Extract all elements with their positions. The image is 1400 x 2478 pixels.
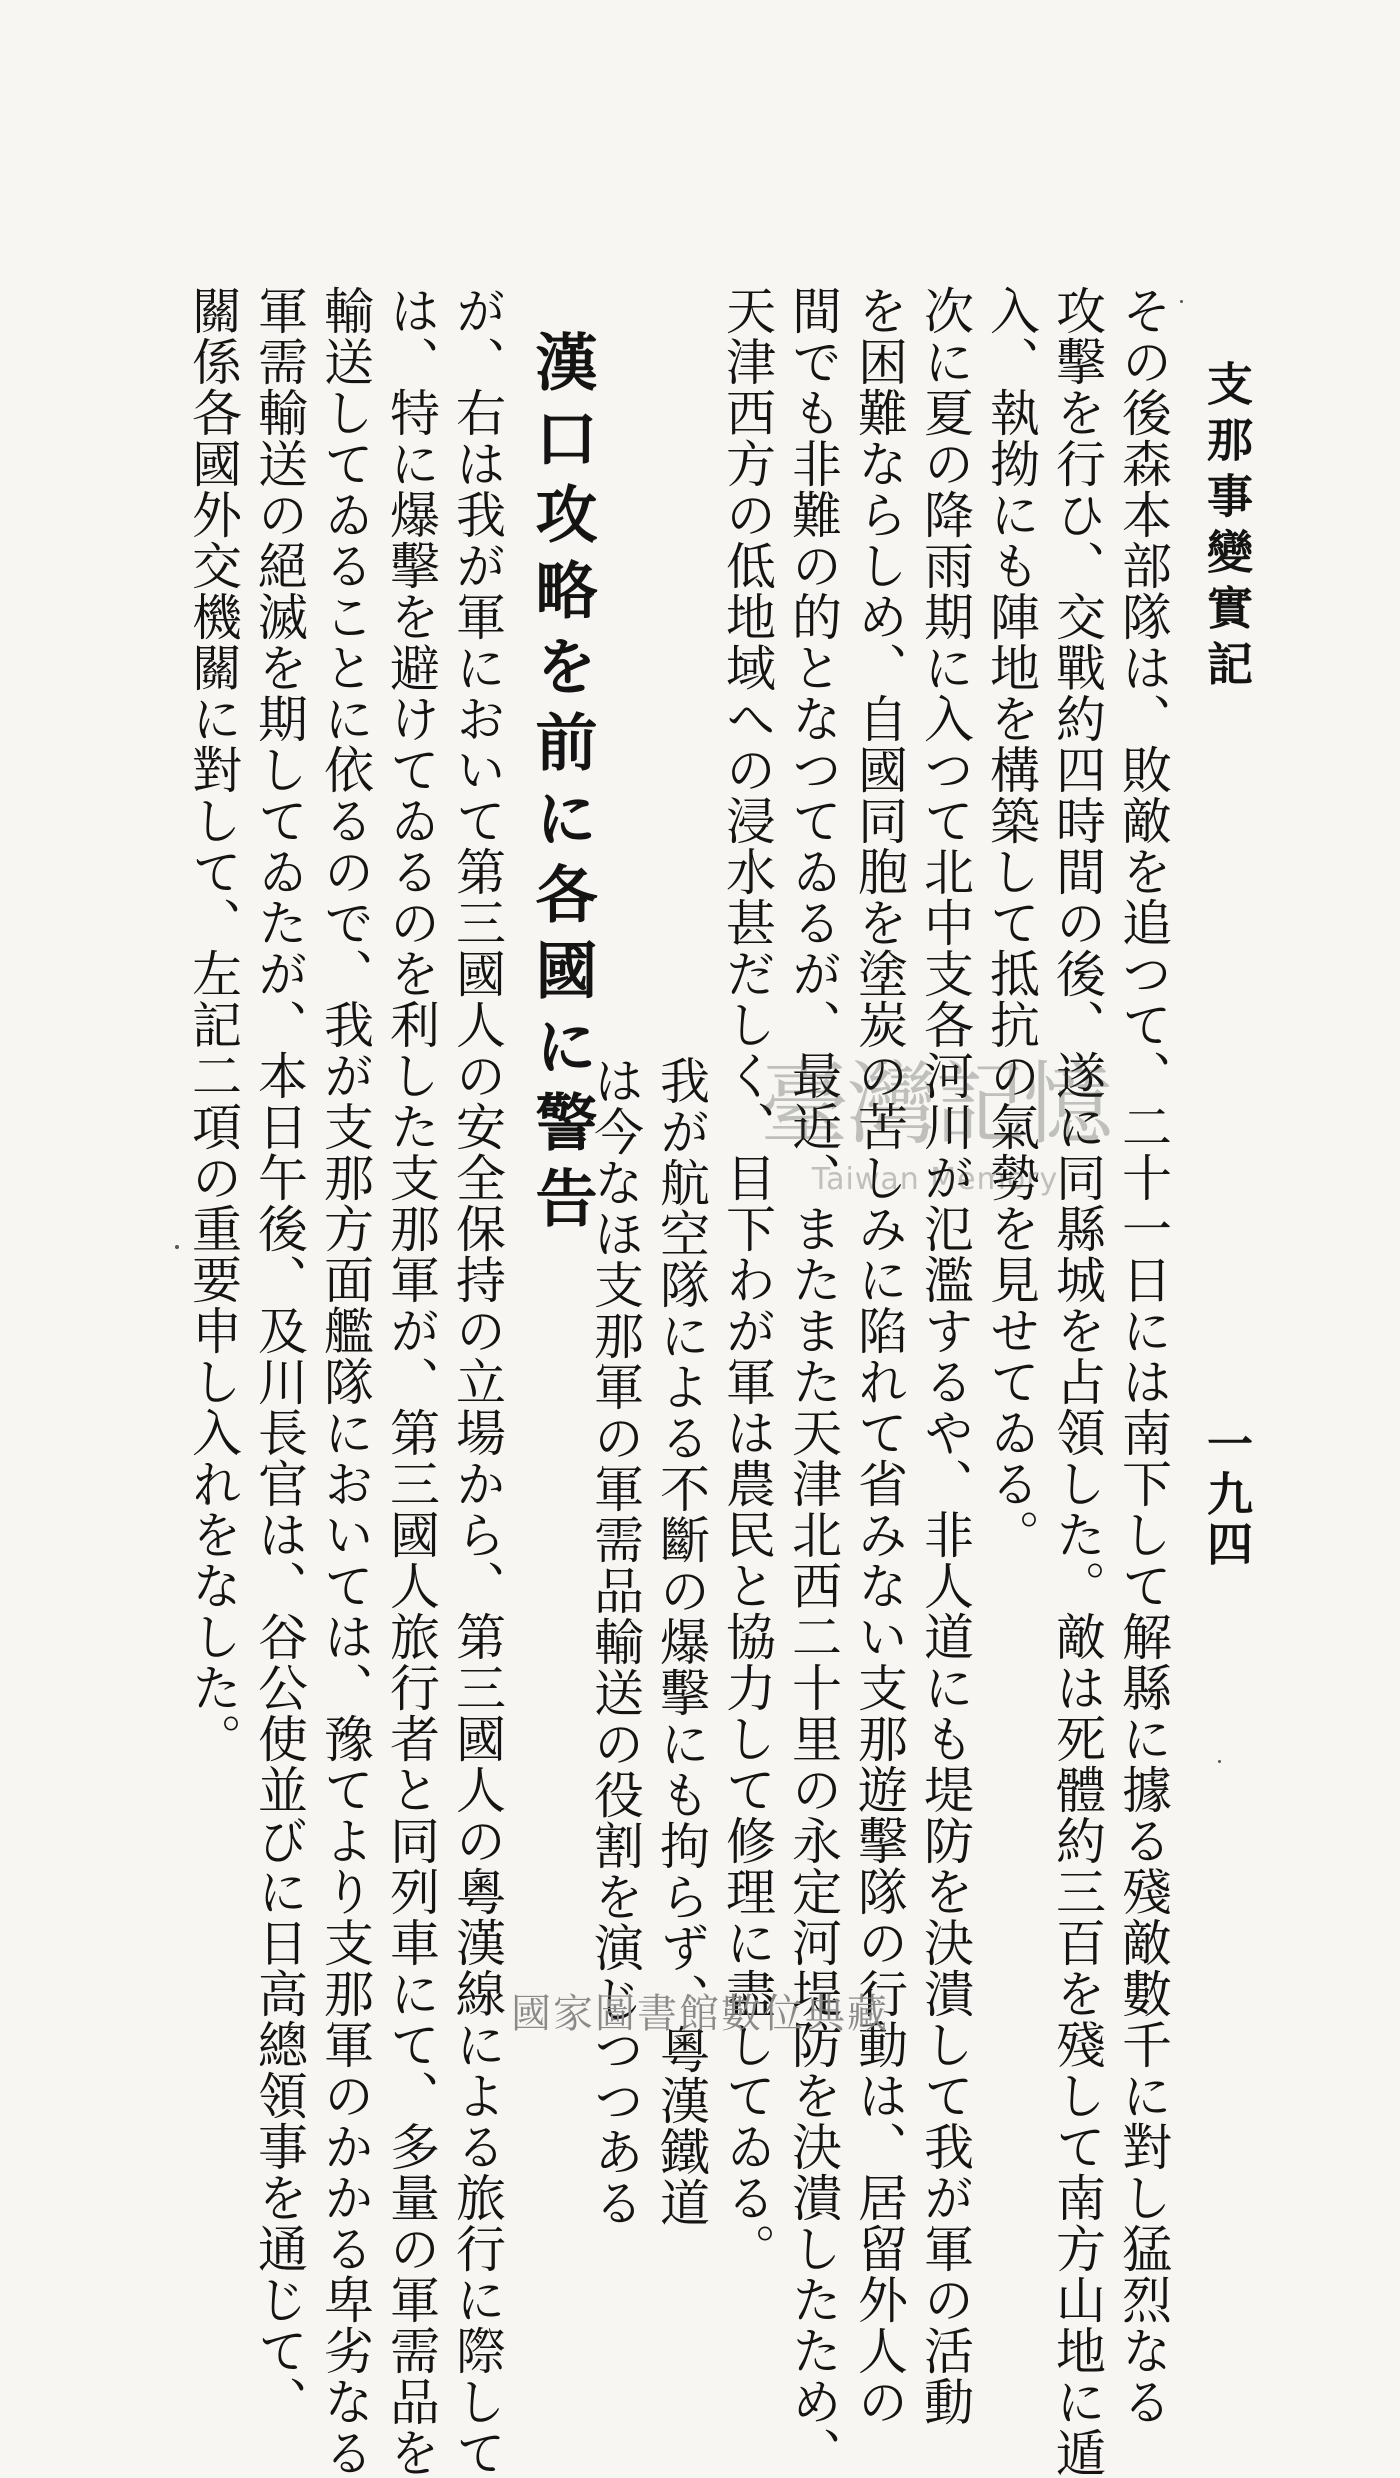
taiwan-memory-watermark	[735, 1052, 1135, 1210]
text-column: 間でも非難の的となつてゐるが、最近、またまた天津北西二十里の永定河堤防を決潰したため、	[784, 285, 842, 2478]
text-column: 軍需輸送の絕滅を期してゐたが、本日午後、及川長官は、谷公使並びに日高總領事を通じて、	[250, 285, 308, 2427]
scan-speck	[1218, 1760, 1221, 1763]
text-column: 次に夏の降雨期に入つて北中支各河川が氾濫するや、非人道にも堤防を決潰して我が軍の活動	[916, 285, 974, 2427]
section-heading: 漢口攻略を前に各國に警告	[525, 330, 598, 1242]
text-column: を困難ならしめ、自國同胞を塗炭の苦しみに陷れて省みない支那遊擊隊の行動は、居留外人の	[850, 285, 908, 2427]
text-column: 攻擊を行ひ、交戰約四時間の後、遂に同縣城を占領した。敵は死體約三百を殘して南方山地に遁	[1048, 285, 1106, 2478]
text-column: が、右は我が軍において第三國人の安全保持の立場から、第三國人の粵漢線による旅行に際して	[448, 285, 506, 2478]
text-column: 輸送してゐることに依るので、我が支那方面艦隊においては、豫てより支那軍のかかる卑劣なる	[316, 285, 374, 2478]
text-column: は今なほ支那軍の軍需品輸送の役割を演じつつある	[586, 1055, 644, 2228]
page-number: 一九四	[1200, 1420, 1254, 1570]
scan-speck	[1180, 300, 1183, 303]
text-column: は、特に爆擊を避けてゐるのを利した支那軍が、第三國人旅行者と同列車にて、多量の軍需品を	[382, 285, 440, 2478]
text-column: その後森本部隊は、敗敵を追つて、二十一日には南下して解縣に據る殘敵數千に對し猛烈なる	[1114, 285, 1172, 2427]
archive-footer: 國家圖書館數位典藏	[511, 1991, 889, 2037]
text-column: 入、執拗にも陣地を構築して抵抗の氣勢を見せてゐる。	[982, 285, 1040, 1560]
watermark-glyphs: 臺灣記憶	[759, 1052, 1111, 1157]
text-column: 我が航空隊による不斷の爆擊にも拘らず、粵漢鐵道	[652, 1055, 710, 2228]
text-column: 天津西方の低地域への浸水甚だしく、目下わが軍は農民と協力して修理に盡してゐる。	[718, 285, 776, 2274]
running-head: 支那事變實記	[1200, 360, 1254, 696]
text-column: 關係各國外交機關に對して、左記二項の重要申し入れをなした。	[184, 285, 242, 1764]
watermark-latin: Taiwan Memory	[811, 1162, 1059, 1197]
scan-speck	[175, 1245, 179, 1249]
